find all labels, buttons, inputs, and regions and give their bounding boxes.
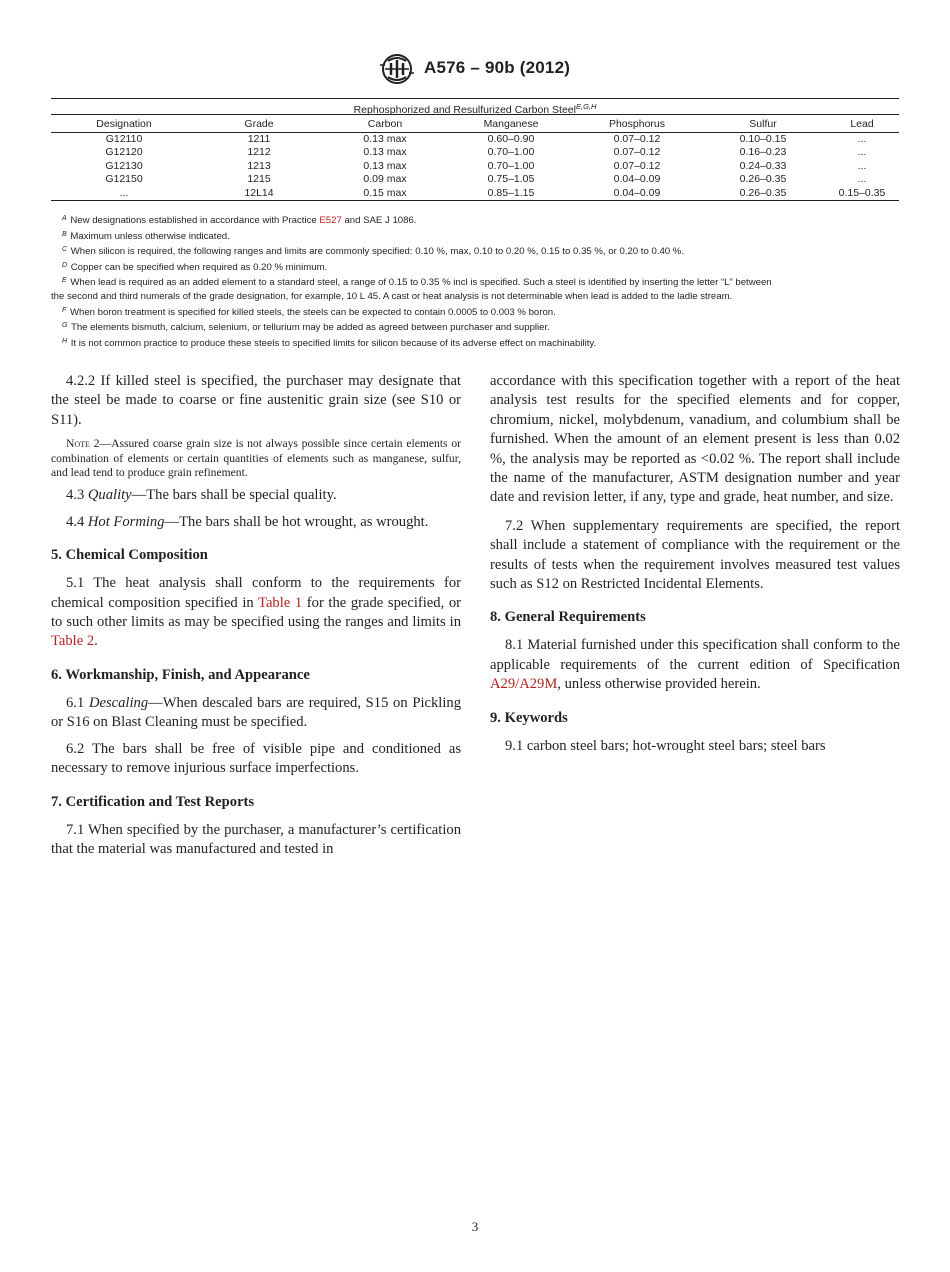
- paragraph-8-1: 8.1 Material furnished under this specification shall conform to the applicable requirements of the current edition of Specification A29/A29M, unless otherwise provided herein.: [490, 637, 900, 693]
- table-row: [51, 173, 899, 186]
- composition-table: [51, 98, 899, 201]
- paragraph-4-4: 4.4 Hot Forming—The bars shall be hot wrought, as wrought.: [66, 513, 429, 530]
- table-cell: 0.70–1.00: [487, 146, 535, 159]
- table-cell: 0.15–0.35: [825, 187, 899, 201]
- paragraph-6-2: 6.2 The bars shall be free of visible pipe and conditioned as necessary to remove injurious surface imperfections.: [51, 740, 461, 777]
- column-header: Manganese: [449, 115, 573, 133]
- table-cell: 0.04–0.09: [613, 173, 661, 186]
- table-cell: G12110: [105, 133, 143, 145]
- footnote-e-continued: the second and third numerals of the grade designation, for example, 10 L 45. A cast or heat analysis is not determinable when lead is added to the ladle stream.: [51, 290, 733, 302]
- footnote-e: $^E$ When lead is required as an added element to a standard steel, a range of 0.15 to 0.35 % incl is specified. Such a steel is identified by inserting the letter “L” between: [62, 277, 772, 289]
- table-cell: 0.60–0.90: [487, 133, 535, 145]
- table-cell: 0.26–0.35: [701, 187, 825, 201]
- table-cell: 0.70–1.00: [487, 159, 535, 172]
- table-cell: G12150: [105, 173, 143, 186]
- table-2-link[interactable]: Table 2: [51, 633, 95, 650]
- table-cell: G12120: [105, 146, 143, 159]
- paragraph-4-2-2: 4.2.2 If killed steel is specified, the purchaser may designate that the steel be made to coarse or fine austenitic grain size (see S10 or S11).: [51, 373, 461, 428]
- left-column: [51, 372, 461, 866]
- table-cell: 0.07–0.12: [613, 146, 661, 159]
- table-cell: 12L14: [197, 187, 321, 201]
- table-header-row: [51, 115, 899, 133]
- table-cell: ...: [51, 187, 197, 201]
- table-cell: 0.24–0.33: [739, 159, 787, 172]
- table-cell: ...: [857, 159, 867, 172]
- a29-link[interactable]: A29/A29M: [490, 676, 558, 693]
- table-cell: 0.15 max: [321, 187, 449, 201]
- table-cell: 1211: [247, 133, 271, 145]
- table-cell: 1213: [247, 159, 271, 172]
- paragraph-7-1: 7.1 When specified by the purchaser, a manufacturer’s certification that the material was manufactured and tested in: [51, 821, 461, 857]
- table-cell: 0.09 max: [363, 173, 407, 186]
- table-row: [51, 133, 899, 147]
- column-header: Lead: [825, 115, 899, 133]
- paragraph-9-1: 9.1 carbon steel bars; hot-wrought steel bars; steel bars: [505, 737, 826, 754]
- column-header: Phosphorus: [573, 115, 701, 133]
- column-header: Carbon: [321, 115, 449, 133]
- table-cell: 0.13 max: [363, 133, 407, 145]
- paragraph-4-3: 4.3 Quality—The bars shall be special quality.: [66, 487, 337, 504]
- note-2: Note 2—Assured coarse grain size is not always possible since certain elements or combination of elements or certain quantities of elements such as manganese, sulfur, and lead tend to produce grain refinement.: [51, 437, 461, 480]
- paragraph-7-2: 7.2 When supplementary requirements are specified, the report shall include a statement of compliance with the requirement or the results of tests when the requirement involves measured test values such as S12 on Restricted Incidental Elements.: [490, 517, 900, 593]
- paragraph-6-1: 6.1 Descaling—When descaled bars are required, S15 on Pickling or S16 on Blast Cleaning must be specified.: [51, 694, 461, 731]
- table-cell: ...: [857, 133, 867, 145]
- right-column: [490, 372, 900, 763]
- column-header: Sulfur: [701, 115, 825, 133]
- section-7-heading: 7. Certification and Test Reports: [51, 793, 255, 810]
- table-cell: 1212: [247, 146, 271, 159]
- table-row: [51, 146, 899, 159]
- document-title: A576 – 90b (2012): [424, 58, 571, 77]
- footnote-g: $^G$ The elements bismuth, calcium, selenium, or tellurium may be added as agreed between purchaser and supplier.: [62, 322, 550, 334]
- astm-logo: [376, 52, 418, 86]
- table-cell: 0.26–0.35: [739, 173, 787, 186]
- column-header: Grade: [197, 115, 321, 133]
- footnote-h: $^H$ It is not common practice to produce these steels to specified limits for silicon because of its adverse effect on machinability.: [62, 337, 597, 349]
- footnote-d: $^D$ Copper can be specified when required as 0.20 % minimum.: [62, 261, 328, 273]
- section-6-heading: 6. Workmanship, Finish, and Appearance: [51, 666, 310, 683]
- table-cell: 0.16–0.23: [739, 146, 787, 159]
- paragraph-5-1: 5.1 The heat analysis shall conform to the requirements for chemical composition specified in Table 1 for the grade specified, or to such other limits as may be specified using the ranges and limits in Table 2.: [51, 575, 461, 650]
- table-cell: ...: [857, 146, 867, 159]
- table-cell: 0.04–0.09: [573, 187, 701, 201]
- footnote-c: $^C$ When silicon is required, the following ranges and limits are commonly specified: 0.10 %, max, 0.10 to 0.20 %, 0.15 to 0.35 %, or 0.20 to 0.40 %.: [62, 246, 684, 258]
- table-footnotes: [51, 212, 901, 350]
- table-cell: 0.85–1.15: [449, 187, 573, 201]
- section-5-heading: 5. Chemical Composition: [51, 547, 208, 564]
- table-cell: ...: [857, 173, 867, 186]
- section-9-heading: 9. Keywords: [490, 709, 568, 726]
- table-cell: 0.13 max: [363, 159, 407, 172]
- table-caption: Rephosphorized and Resulfurized Carbon Steel$^{E,G,H}$: [353, 102, 597, 116]
- table-cell: 1215: [247, 173, 271, 186]
- footnote-a: $^A$ New designations established in accordance with Practice E527 and SAE J 1086.: [62, 215, 417, 226]
- paragraph-7-1-continued: accordance with this specification together with a report of the heat analysis test results for the specified elements and for copper, chromium, nickel, molybdenum, vanadium, and columbium shall be furnished. When the amount of an element present is less than 0.02 %, the analysis may be reported as <0.02 %. The report shall include the name of the manufacturer, ASTM designation number and year date and revision letter, if any, type and grade, heat number, and size.: [490, 373, 900, 506]
- table-cell: 0.07–0.12: [613, 133, 661, 145]
- footnote-b: $^B$ Maximum unless otherwise indicated.: [62, 230, 230, 242]
- table-1-link[interactable]: Table 1: [258, 594, 303, 611]
- footnote-f: $^F$ When boron treatment is specified for killed steels, the steels can be expected to contain 0.0005 to 0.003 % boron.: [62, 306, 556, 318]
- table-cell: 0.07–0.12: [613, 159, 661, 172]
- page-header: [0, 52, 950, 88]
- page-number: 3: [471, 1219, 479, 1234]
- table-cell: G12130: [105, 159, 143, 172]
- table-row: [51, 187, 899, 201]
- table-cell: 0.10–0.15: [739, 133, 787, 145]
- table-cell: 0.13 max: [363, 146, 407, 159]
- column-header: Designation: [51, 115, 197, 133]
- table-row: [51, 160, 899, 173]
- e527-link[interactable]: E527: [319, 215, 342, 226]
- table-cell: 0.75–1.05: [487, 173, 535, 186]
- section-8-heading: 8. General Requirements: [490, 609, 646, 626]
